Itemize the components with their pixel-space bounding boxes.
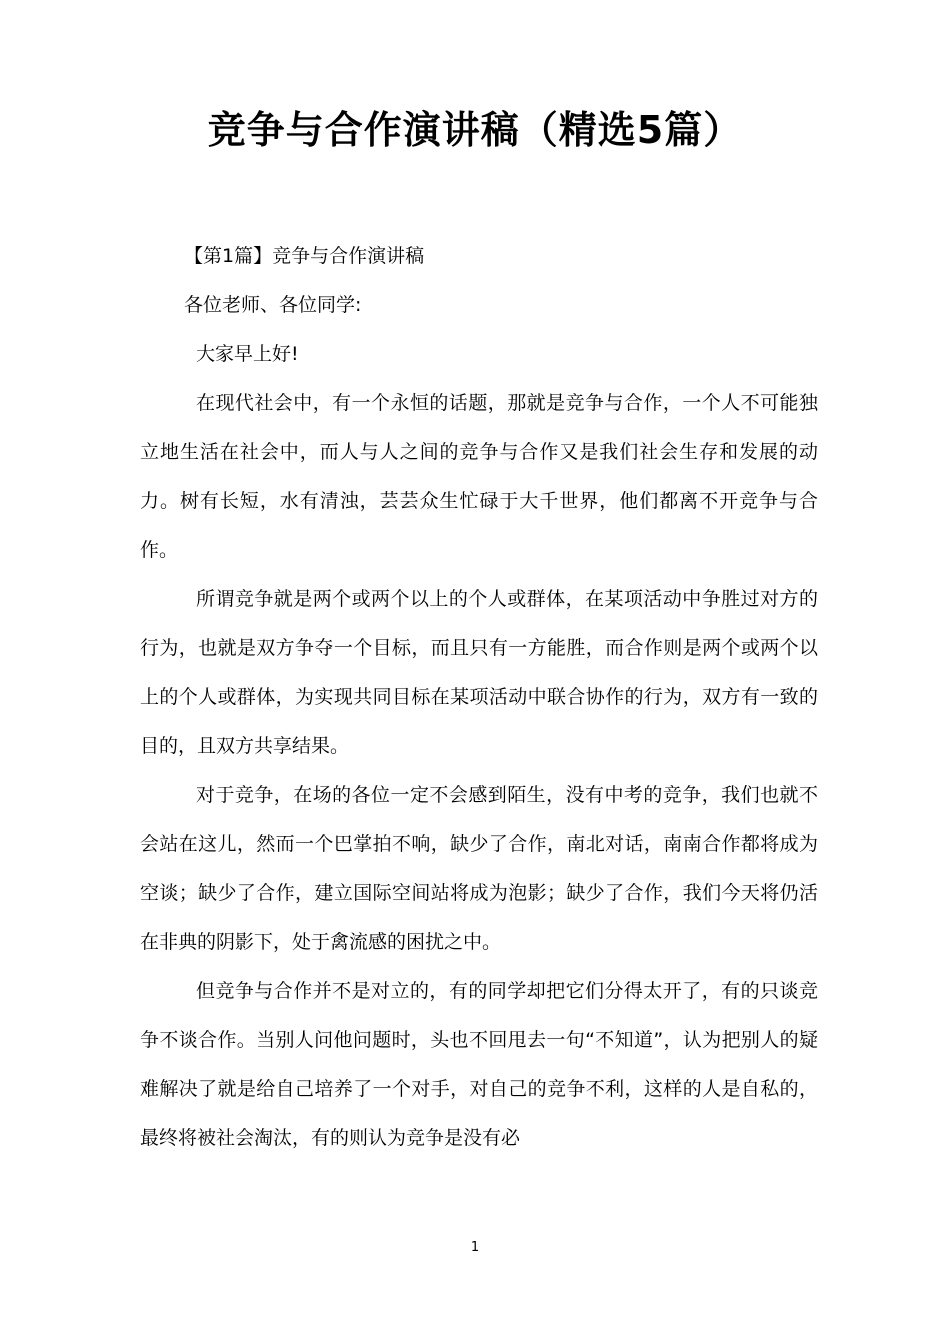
document-title: 竞争与合作演讲稿（精选5篇） <box>207 108 743 152</box>
page-number: 1 <box>470 1240 480 1255</box>
body-paragraph: 对于竞争，在场的各位一定不会感到陌生，没有中考的竞争，我们也就不会站在这儿，然而一个巴掌拍不响，缺少了合作，南北对话，南南合作都将成为空谈；缺少了合作，建立国际空间站将成为泡影；缺少了合作，我们今天将仍活在非典的阴影下，处于禽流感的困扰之中。 <box>140 784 818 953</box>
salutation: 各位老师、各位同学: <box>184 294 362 316</box>
body-paragraph: 所谓竞争就是两个或两个以上的个人或群体，在某项活动中争胜过对方的行为，也就是双方争夺一个目标，而且只有一方能胜，而合作则是两个或两个以上的个人或群体，为实现共同目标在某项活动中联合协作的行为，双方有一致的目的，且双方共享结果。 <box>140 588 818 757</box>
body-paragraph: 在现代社会中，有一个永恒的话题，那就是竞争与合作，一个人不可能独立地生活在社会中，而人与人之间的竞争与合作又是我们社会生存和发展的动力。树有长短，水有清浊，芸芸众生忙碌于大千世界，他们都离不开竞争与合作。 <box>140 392 818 561</box>
section-heading: 【第1篇】竞争与合作演讲稿 <box>184 245 425 267</box>
greeting: 大家早上好! <box>196 343 299 365</box>
document-body <box>140 232 818 1163</box>
body-paragraph: 但竞争与合作并不是对立的，有的同学却把它们分得太开了，有的只谈竞争不谈合作。当别人问他问题时，头也不回甩去一句“不知道”，认为把别人的疑难解决了就是给自己培养了一个对手，对自己的竞争不利，这样的人是自私的，最终将被社会淘汰，有的则认为竞争是没有必 <box>140 980 818 1149</box>
